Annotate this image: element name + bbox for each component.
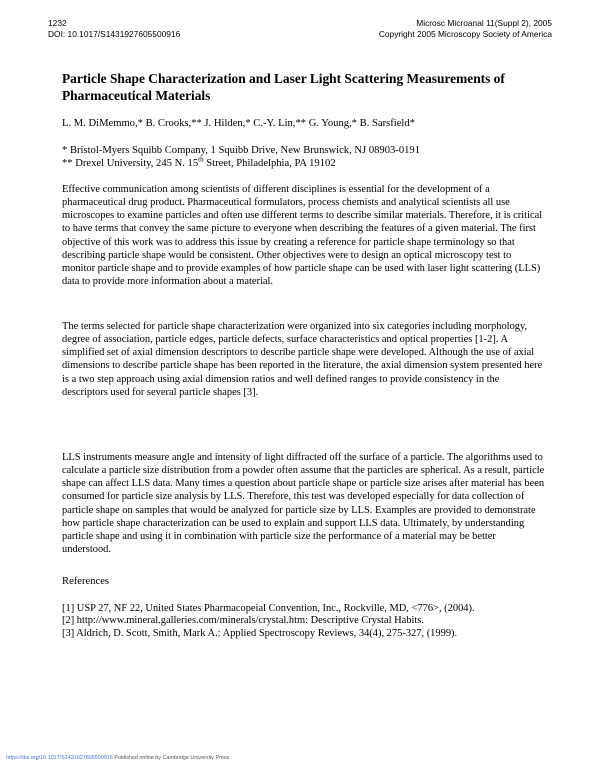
copyright: Copyright 2005 Microscopy Society of America: [378, 29, 552, 39]
affiliation-1: * Bristol-Myers Squibb Company, 1 Squibb Drive, New Brunswick, NJ 08903-0191: [62, 145, 421, 156]
header-left: [48, 18, 180, 40]
references-list: [62, 603, 552, 640]
paper-title: Particle Shape Characterization and Laser Light Scattering Measurements of Pharmaceutical Materials: [62, 71, 505, 103]
body-paragraph-2: The terms selected for particle shape characterization were organized into six categories including morphology, degree of association, particle edges, particle defects, surface characteristics and optical properties [1-2]. A simplified set of axial dimension descriptors to describe particle shape were developed. Although the use of axial dimensions to describe particle shape has been reported in the literature, the axial dimension system presented here is a two step approach using axial dimension ratios and well defined ranges to provide consistency in the descriptors used for several particle shapes [3].: [62, 321, 543, 398]
reference-item: [2] http://www.mineral.galleries.com/minerals/crystal.htm: Descriptive Crystal Habits.: [62, 615, 424, 627]
page-number: 1232: [48, 18, 67, 28]
header-right: [379, 18, 552, 40]
reference-item: [1] USP 27, NF 22, United States Pharmacopeial Convention, Inc., Rockville, MD, <776>, (2004).: [62, 603, 475, 614]
affiliations: [62, 144, 420, 170]
doi: DOI: 10.1017/S1431927605500916: [48, 29, 181, 39]
affiliation-2: ** Drexel University, 245 N. 15th Street, Philadelphia, PA 19102: [62, 155, 336, 169]
footer-doi-link[interactable]: https://doi.org/10.1017/S1431927605500916: [6, 755, 113, 761]
footer-text: Published online by Cambridge University Press: [112, 755, 230, 761]
reference-item: [3] Aldrich, D. Scott, Smith, Mark A.: Applied Spectroscopy Reviews, 34(4), 275-327, (1999).: [62, 627, 458, 639]
journal-citation: Microsc Microanal 11(Suppl 2), 2005: [416, 18, 552, 28]
footer: [6, 755, 229, 761]
author-list: L. M. DiMemmo,* B. Crooks,** J. Hilden,* C.-Y. Lin,** G. Young,* B. Sarsfield*: [62, 118, 415, 129]
references-heading: References: [62, 576, 110, 587]
body-paragraph-3: LLS instruments measure angle and intensity of light diffracted off the surface of a particle. The algorithms used to calculate a particle size distribution from a powder often assume that the particles are spherical. As a result, particle shape can affect LLS data. Many times a question about particle shape or particle size arises after material has been consumed for particle size analysis by LLS. Therefore, this test was developed especially for data collection of particle shape on samples that would be analyzed for particle size by LLS. Examples are provided to demonstrate how particle shape characterization can be used to explain and support LLS data. Ultimately, by understanding particle shape and using it in combination with particle size the performance of a material may be better understood.: [62, 452, 545, 556]
body-paragraph-1: Effective communication among scientists of different disciplines is essential for the development of a pharmaceutical drug product. Pharmaceutical formulators, process chemists and analytical scientists all use microscopes to examine particles and often use different terms to describe similar materials. Therefore, it is critical to have terms that convey the same picture to everyone when describing the features of a given material. The first objective of this work was to address this issue by creating a reference for particle shape terminology so that describing particle shape would be consistent. Other objectives were to design an optical microscopy test to monitor particle shape and to provide examples of how particle shape can be used with laser light scattering (LLS) data to provide more information about a material.: [62, 184, 543, 288]
